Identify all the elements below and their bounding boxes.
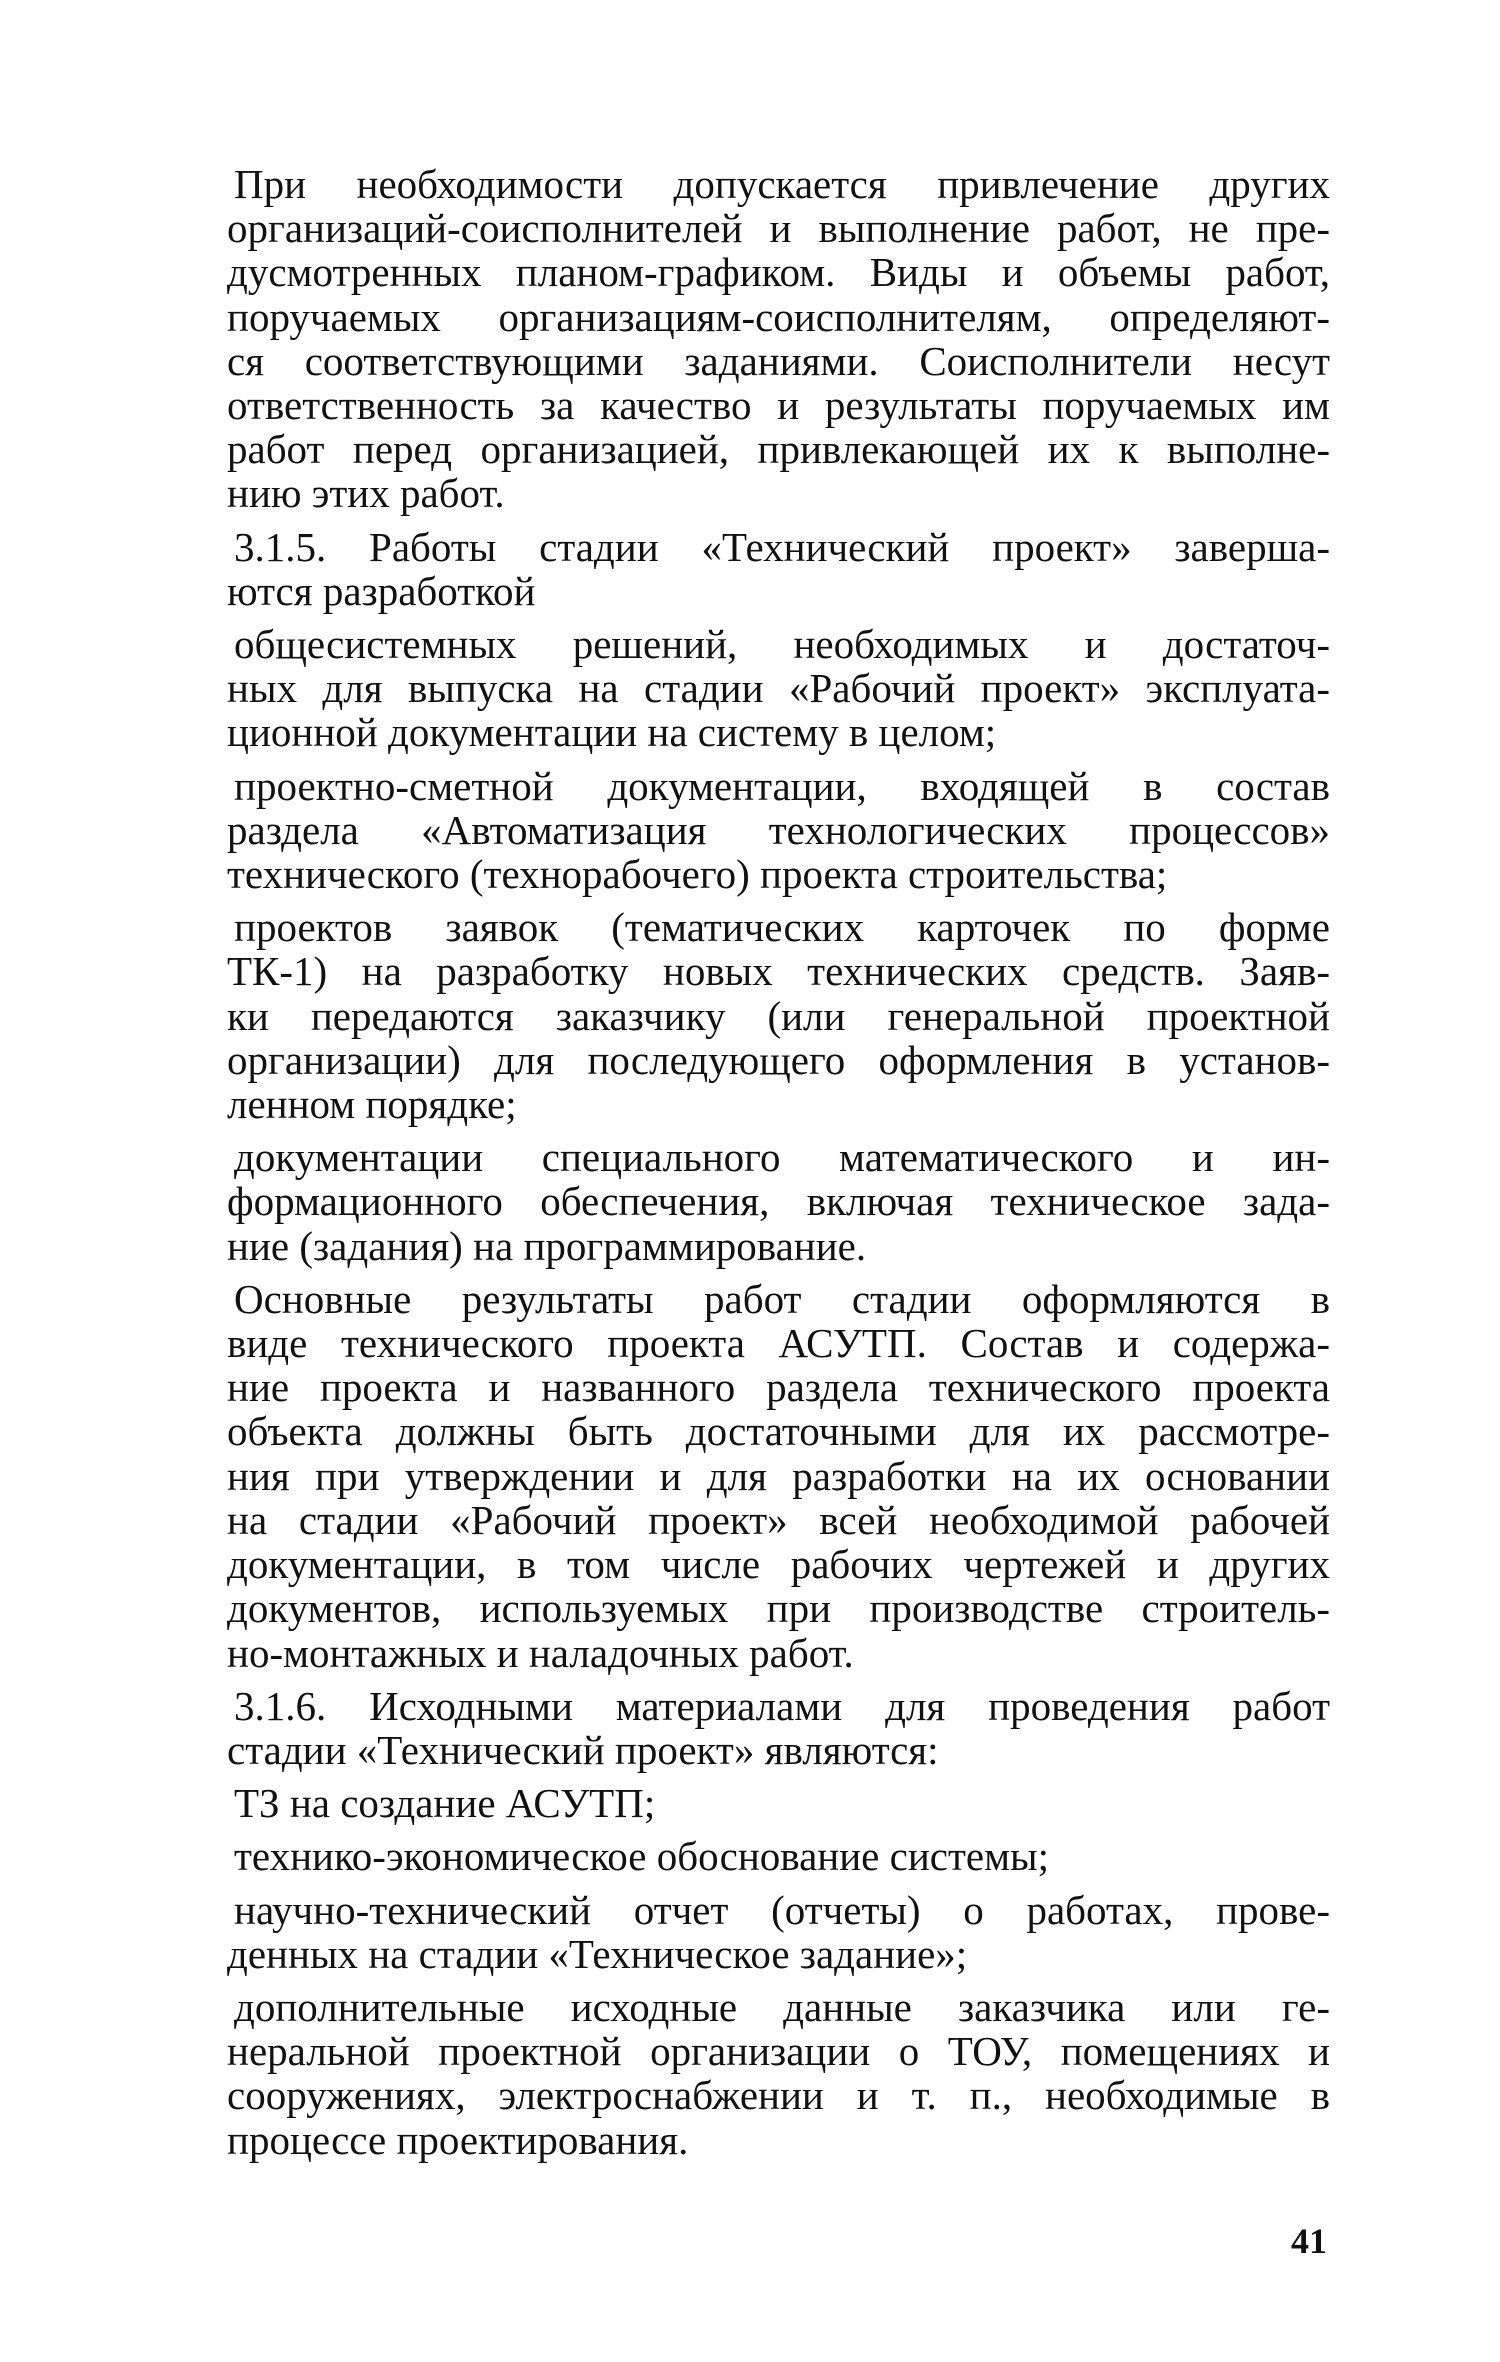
text-line: 3.1.6. Исходными материалами для проведения работ bbox=[234, 1682, 1330, 1729]
text-line: ние проекта и названного раздела технического проекта bbox=[227, 1364, 1330, 1411]
text-line: общесистемных решений, необходимых и достаточ- bbox=[234, 621, 1330, 668]
text-line: дополнительные исходные данные заказчика или ге- bbox=[234, 1983, 1330, 2030]
text-line: неральной проектной организации о ТОУ, помещениях и bbox=[227, 2028, 1330, 2075]
text-line: поручаемых организациям-соисполнителям, определяют- bbox=[227, 293, 1330, 340]
text-line: проектно-сметной документации, входящей в состав bbox=[234, 762, 1330, 809]
list-item-math-docs bbox=[227, 1135, 1330, 1268]
text-line: ных для выпуска на стадии «Рабочий проект» эксплуата- bbox=[227, 665, 1330, 712]
text-line: но-монтажных и наладочных работ. bbox=[227, 1629, 854, 1676]
text-line: проектов заявок (тематических карточек по форме bbox=[234, 904, 1330, 951]
text-line: ние (задания) на программирование. bbox=[227, 1222, 867, 1269]
text-line: При необходимости допускается привлечение других bbox=[234, 161, 1330, 207]
text-line: формационного обеспечения, включая техническое зада- bbox=[227, 1178, 1330, 1225]
text-line: ки передаются заказчику (или генеральной проектной bbox=[227, 992, 1330, 1039]
paragraph-coexecutors bbox=[227, 162, 1330, 516]
text-line: ответственность за качество и результаты поручаемых им bbox=[227, 382, 1330, 429]
text-line: научно-технический отчет (отчеты) о работах, прове- bbox=[234, 1886, 1330, 1933]
text-line: ленном порядке; bbox=[227, 1081, 517, 1128]
list-item-research-report bbox=[227, 1888, 1330, 1976]
text-line: нию этих работ. bbox=[227, 470, 505, 517]
text-line: ются разработкой bbox=[227, 567, 536, 614]
text-line: ционной документации на систему в целом; bbox=[227, 709, 997, 756]
text-line: организации) для последующего оформления в установ- bbox=[227, 1036, 1330, 1083]
text-line: ния при утверждении и для разработки на их основании bbox=[227, 1452, 1330, 1499]
text-line: работ перед организацией, привлекающей их к выполне- bbox=[227, 426, 1330, 473]
text-line: технического (технорабочего) проекта строительства; bbox=[227, 851, 1168, 898]
list-item-additional-data bbox=[227, 1985, 1330, 2162]
text-line: организаций-соисполнителей и выполнение работ, не пре- bbox=[227, 205, 1330, 252]
text-line: документов, используемых при производстве строитель- bbox=[227, 1585, 1330, 1632]
paragraph-section-3-1-5 bbox=[227, 525, 1330, 613]
text-line: дусмотренных планом-графиком. Виды и объемы работ, bbox=[227, 249, 1330, 296]
list-item-tz bbox=[227, 1781, 1330, 1825]
text-line: денных на стадии «Техническое задание»; bbox=[227, 1930, 968, 1977]
text-line: Основные результаты работ стадии оформляются в bbox=[234, 1275, 1330, 1322]
text-line: документации, в том числе рабочих чертежей и других bbox=[227, 1541, 1330, 1588]
text-line: виде технического проекта АСУТП. Состав и содержа- bbox=[227, 1320, 1330, 1367]
list-item-system-decisions bbox=[227, 622, 1330, 755]
text-line: на стадии «Рабочий проект» всей необходимой рабочей bbox=[227, 1496, 1330, 1543]
text-line: объекта должны быть достаточными для их рассмотре- bbox=[227, 1408, 1330, 1455]
page-number: 41 bbox=[1291, 2221, 1327, 2261]
text-line: стадии «Технический проект» являются: bbox=[227, 1726, 939, 1773]
text-line: 3.1.5. Работы стадии «Технический проект» заверша- bbox=[234, 523, 1330, 570]
paragraph-section-3-1-6 bbox=[227, 1684, 1330, 1772]
list-item-request-drafts bbox=[227, 905, 1330, 1126]
text-line: ся соответствующими заданиями. Соисполнители несут bbox=[227, 337, 1330, 384]
list-item-design-estimates bbox=[227, 764, 1330, 897]
page-body bbox=[227, 162, 1330, 2171]
text-line: процессе проектирования. bbox=[227, 2116, 689, 2163]
text-line: ТК-1) на разработку новых технических средств. Заяв- bbox=[227, 948, 1330, 995]
text-line: ТЗ на создание АСУТП; bbox=[234, 1780, 656, 1827]
text-line: сооружениях, электроснабжении и т. п., необходимые в bbox=[227, 2072, 1330, 2119]
text-line: документации специального математического и ин- bbox=[234, 1134, 1330, 1181]
text-line: технико-экономическое обоснование системы; bbox=[234, 1833, 1049, 1880]
paragraph-main-results bbox=[227, 1277, 1330, 1675]
text-line: раздела «Автоматизация технологических процессов» bbox=[227, 806, 1330, 853]
list-item-feasibility bbox=[227, 1834, 1330, 1878]
